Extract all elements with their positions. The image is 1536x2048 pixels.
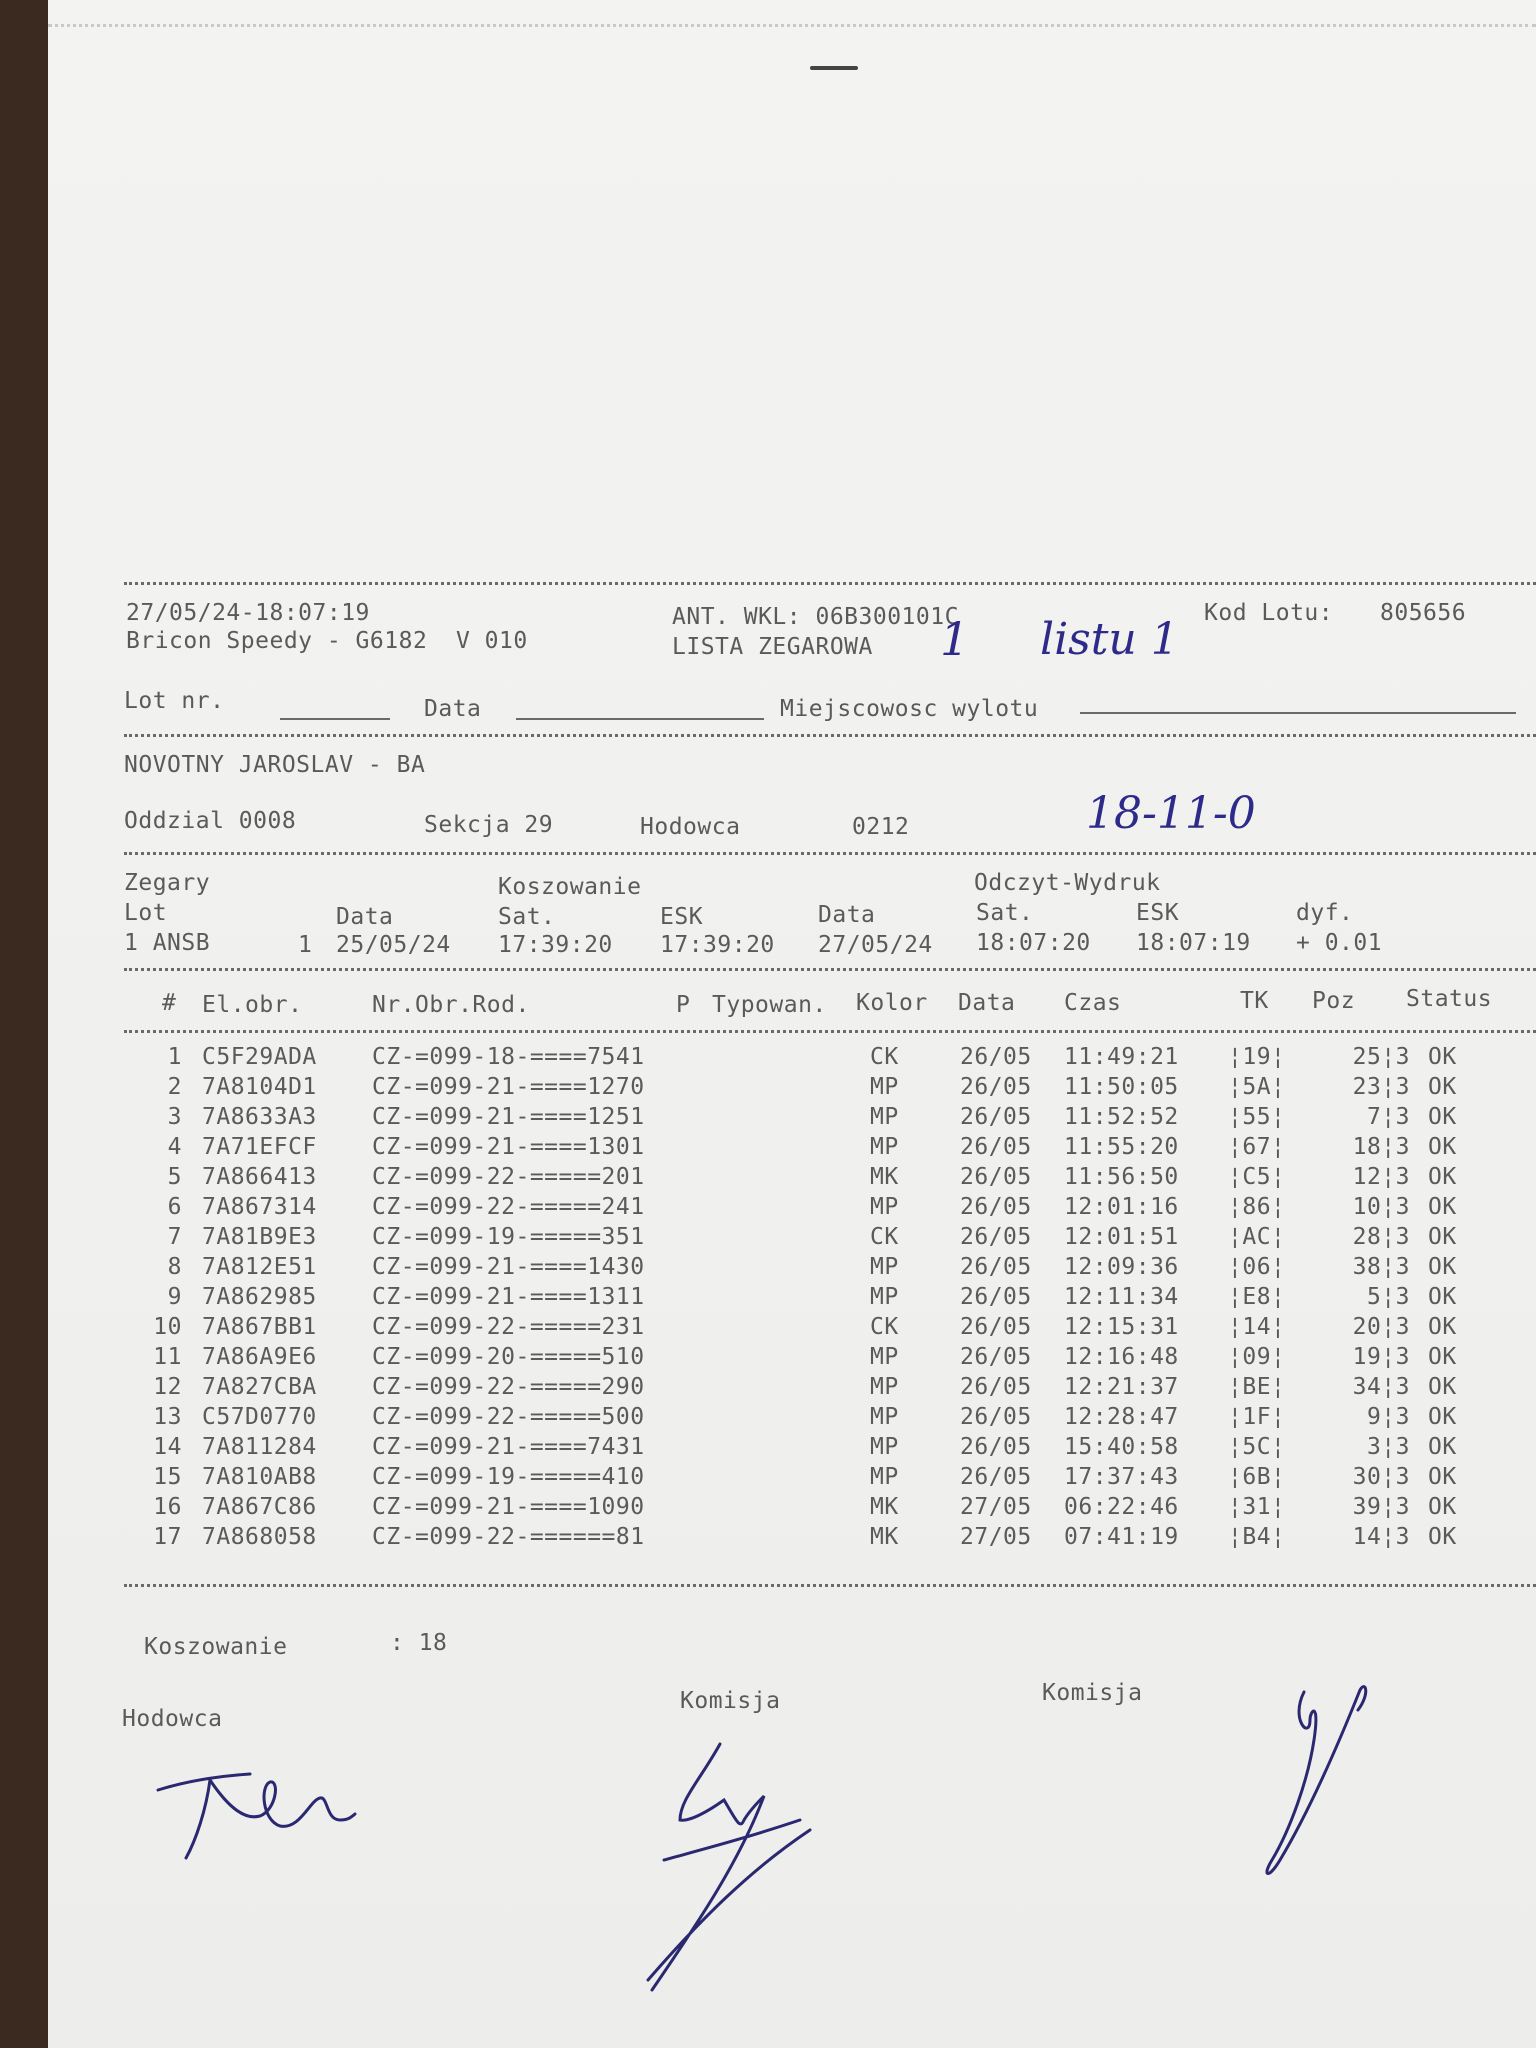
row-tk: ¦19¦ <box>1228 1044 1286 1070</box>
row-tk: ¦6B¦ <box>1228 1464 1286 1490</box>
row-number: 17 <box>153 1524 182 1550</box>
row-time: 12:01:51 <box>1064 1224 1179 1250</box>
row-tk: ¦1F¦ <box>1228 1404 1286 1430</box>
row-color: MP <box>870 1464 899 1490</box>
row-tk: ¦C5¦ <box>1228 1164 1286 1190</box>
col-p-header: P <box>676 992 691 1018</box>
table-row <box>0 1434 1536 1462</box>
row-color: MP <box>870 1194 899 1220</box>
row-time: 12:01:16 <box>1064 1194 1179 1220</box>
row-color: MP <box>870 1134 899 1160</box>
row-date: 26/05 <box>960 1344 1032 1370</box>
row-status: OK <box>1428 1344 1457 1370</box>
row-tk: ¦09¦ <box>1228 1344 1286 1370</box>
clock-lot: 1 <box>298 932 313 958</box>
row-date: 26/05 <box>960 1284 1032 1310</box>
row-time: 11:52:52 <box>1064 1104 1179 1130</box>
sekcja-label: Sekcja 29 <box>424 812 554 838</box>
row-ring-number: CZ-=099-22-======81 <box>372 1524 645 1550</box>
row-time: 11:49:21 <box>1064 1044 1179 1070</box>
kod-lotu-label: Kod Lotu: <box>1204 600 1334 626</box>
koszowanie-total-value: : 18 <box>390 1630 448 1656</box>
row-color: CK <box>870 1314 899 1340</box>
col-el-header: El.obr. <box>202 992 303 1018</box>
row-tk: ¦E8¦ <box>1228 1284 1286 1310</box>
hodowca-number: 0212 <box>852 814 910 840</box>
oddzial-label: Oddzial 0008 <box>124 808 297 834</box>
row-tk: ¦5C¦ <box>1228 1434 1286 1460</box>
row-number: 13 <box>153 1404 182 1430</box>
clock-dyf: + 0.01 <box>1296 930 1383 956</box>
breeder-name: NOVOTNY JAROSLAV - BA <box>124 752 426 778</box>
departure-place-label: Miejscowosc wylotu <box>780 696 1039 722</box>
row-position: 20¦3 <box>1352 1314 1410 1340</box>
row-date: 26/05 <box>960 1164 1032 1190</box>
clock-id: 1 ANSB <box>124 930 211 956</box>
date-label: Data <box>424 696 482 722</box>
row-position: 14¦3 <box>1352 1524 1410 1550</box>
esk-header: ESK <box>660 904 704 930</box>
row-number: 16 <box>153 1494 182 1520</box>
row-status: OK <box>1428 1224 1457 1250</box>
table-row <box>0 1464 1536 1492</box>
row-number: 7 <box>167 1224 182 1250</box>
row-ring-chip: 7A862985 <box>202 1284 317 1310</box>
row-number: 4 <box>167 1134 182 1160</box>
table-row <box>0 1374 1536 1402</box>
clock-esk2: 18:07:19 <box>1136 930 1251 956</box>
col-poz-header: Poz <box>1312 988 1356 1014</box>
table-row <box>0 1194 1536 1222</box>
lot-number-field <box>280 718 390 720</box>
row-tk: ¦AC¦ <box>1228 1224 1286 1250</box>
col-czas-header: Czas <box>1064 990 1122 1016</box>
koszowanie-label: Koszowanie <box>498 874 642 900</box>
row-ring-number: CZ-=099-21-====1090 <box>372 1494 645 1520</box>
row-ring-number: CZ-=099-22-=====201 <box>372 1164 645 1190</box>
row-time: 06:22:46 <box>1064 1494 1179 1520</box>
komisja-signature-2 <box>1250 1680 1390 1890</box>
row-ring-chip: 7A86A9E6 <box>202 1344 317 1370</box>
row-ring-chip: 7A867C86 <box>202 1494 317 1520</box>
odczyt-wydruk-label: Odczyt-Wydruk <box>974 870 1161 896</box>
row-ring-number: CZ-=099-21-====1430 <box>372 1254 645 1280</box>
row-ring-number: CZ-=099-20-=====510 <box>372 1344 645 1370</box>
row-position: 38¦3 <box>1352 1254 1410 1280</box>
table-row <box>0 1254 1536 1282</box>
clock-esk: 17:39:20 <box>660 932 775 958</box>
row-ring-chip: 7A812E51 <box>202 1254 317 1280</box>
col-tk-header: TK <box>1240 988 1269 1014</box>
col-typ-header: Typowan. <box>712 992 827 1018</box>
row-number: 3 <box>167 1104 182 1130</box>
handwritten-sheets-note: listu 1 <box>1040 614 1179 665</box>
divider <box>124 1030 1536 1033</box>
row-time: 11:50:05 <box>1064 1074 1179 1100</box>
row-ring-chip: 7A810AB8 <box>202 1464 317 1490</box>
row-number: 2 <box>167 1074 182 1100</box>
row-position: 25¦3 <box>1352 1044 1410 1070</box>
row-number: 10 <box>153 1314 182 1340</box>
row-ring-chip: 7A866413 <box>202 1164 317 1190</box>
row-ring-chip: 7A867BB1 <box>202 1314 317 1340</box>
row-ring-number: CZ-=099-21-====1301 <box>372 1134 645 1160</box>
list-title: LISTA ZEGAROWA <box>672 634 873 660</box>
row-status: OK <box>1428 1314 1457 1340</box>
row-ring-chip: 7A8633A3 <box>202 1104 317 1130</box>
row-tk: ¦5A¦ <box>1228 1074 1286 1100</box>
device-info: Bricon Speedy - G6182 V 010 <box>126 628 528 654</box>
row-color: MP <box>870 1254 899 1280</box>
lot-header: Lot <box>124 900 168 926</box>
row-number: 5 <box>167 1164 182 1190</box>
row-color: CK <box>870 1044 899 1070</box>
row-time: 12:28:47 <box>1064 1404 1179 1430</box>
table-row <box>0 1284 1536 1312</box>
hodowca-signature <box>150 1740 350 1860</box>
row-position: 34¦3 <box>1352 1374 1410 1400</box>
table-row <box>0 1344 1536 1372</box>
row-time: 12:15:31 <box>1064 1314 1179 1340</box>
row-date: 26/05 <box>960 1224 1032 1250</box>
row-time: 12:21:37 <box>1064 1374 1179 1400</box>
col-kolor-header: Kolor <box>856 990 928 1016</box>
antenna-code: ANT. WKL: 06B300101C <box>672 604 959 630</box>
perforated-edge <box>48 0 1536 27</box>
row-ring-number: CZ-=099-19-=====351 <box>372 1224 645 1250</box>
row-ring-chip: 7A81B9E3 <box>202 1224 317 1250</box>
row-status: OK <box>1428 1164 1457 1190</box>
divider <box>124 734 1536 737</box>
komisja-signature-1 <box>640 1740 820 2000</box>
staple-mark <box>810 66 858 70</box>
row-number: 9 <box>167 1284 182 1310</box>
row-status: OK <box>1428 1074 1457 1100</box>
row-date: 26/05 <box>960 1194 1032 1220</box>
row-color: MP <box>870 1434 899 1460</box>
row-status: OK <box>1428 1194 1457 1220</box>
komisja-signature-label-1: Komisja <box>680 1688 781 1714</box>
row-color: CK <box>870 1224 899 1250</box>
sat-header: Sat. <box>498 904 556 930</box>
row-ring-number: CZ-=099-21-====1270 <box>372 1074 645 1100</box>
row-date: 26/05 <box>960 1314 1032 1340</box>
row-position: 28¦3 <box>1352 1224 1410 1250</box>
row-color: MP <box>870 1104 899 1130</box>
row-position: 30¦3 <box>1352 1464 1410 1490</box>
row-ring-chip: C5F29ADA <box>202 1044 317 1070</box>
row-number: 11 <box>153 1344 182 1370</box>
table-row <box>0 1044 1536 1072</box>
row-color: MK <box>870 1164 899 1190</box>
row-tk: ¦31¦ <box>1228 1494 1286 1520</box>
row-status: OK <box>1428 1374 1457 1400</box>
row-date: 26/05 <box>960 1074 1032 1100</box>
komisja-signature-label-2: Komisja <box>1042 1680 1143 1706</box>
row-date: 26/05 <box>960 1134 1032 1160</box>
data-header: Data <box>336 904 394 930</box>
table-row <box>0 1074 1536 1102</box>
row-ring-chip: 7A868058 <box>202 1524 317 1550</box>
lot-number-label: Lot nr. <box>124 688 225 714</box>
row-date: 26/05 <box>960 1434 1032 1460</box>
row-number: 6 <box>167 1194 182 1220</box>
row-time: 17:37:43 <box>1064 1464 1179 1490</box>
row-status: OK <box>1428 1044 1457 1070</box>
row-date: 26/05 <box>960 1404 1032 1430</box>
row-time: 12:16:48 <box>1064 1344 1179 1370</box>
row-ring-number: CZ-=099-22-=====290 <box>372 1374 645 1400</box>
col-status-header: Status <box>1406 986 1493 1012</box>
row-status: OK <box>1428 1104 1457 1130</box>
table-row <box>0 1134 1536 1162</box>
table-row <box>0 1164 1536 1192</box>
row-ring-number: CZ-=099-21-====1251 <box>372 1104 645 1130</box>
row-status: OK <box>1428 1524 1457 1550</box>
hodowca-label: Hodowca <box>640 814 741 840</box>
table-row <box>0 1104 1536 1132</box>
row-status: OK <box>1428 1494 1457 1520</box>
clock-date2: 27/05/24 <box>818 932 933 958</box>
koszowanie-total-label: Koszowanie <box>144 1634 288 1660</box>
row-ring-chip: 7A811284 <box>202 1434 317 1460</box>
sat2-header: Sat. <box>976 900 1034 926</box>
row-position: 10¦3 <box>1352 1194 1410 1220</box>
row-position: 12¦3 <box>1352 1164 1410 1190</box>
divider <box>124 852 1536 855</box>
row-time: 12:09:36 <box>1064 1254 1179 1280</box>
divider <box>124 582 1536 585</box>
row-ring-chip: 7A827CBA <box>202 1374 317 1400</box>
row-date: 26/05 <box>960 1374 1032 1400</box>
divider <box>124 968 1536 971</box>
row-tk: ¦BE¦ <box>1228 1374 1286 1400</box>
row-date: 26/05 <box>960 1254 1032 1280</box>
row-time: 15:40:58 <box>1064 1434 1179 1460</box>
handwritten-page-number: 1 <box>940 612 970 666</box>
row-number: 8 <box>167 1254 182 1280</box>
divider <box>124 1584 1536 1587</box>
table-row <box>0 1494 1536 1522</box>
clock-date: 25/05/24 <box>336 932 451 958</box>
row-date: 27/05 <box>960 1524 1032 1550</box>
row-color: MP <box>870 1284 899 1310</box>
row-ring-number: CZ-=099-19-=====410 <box>372 1464 645 1490</box>
row-date: 26/05 <box>960 1464 1032 1490</box>
col-num-header: # <box>162 990 177 1016</box>
row-color: MP <box>870 1344 899 1370</box>
row-time: 07:41:19 <box>1064 1524 1179 1550</box>
row-tk: ¦55¦ <box>1228 1104 1286 1130</box>
table-row <box>0 1404 1536 1432</box>
departure-place-field <box>1080 712 1516 714</box>
hodowca-signature-label: Hodowca <box>122 1706 223 1732</box>
row-position: 19¦3 <box>1352 1344 1410 1370</box>
row-status: OK <box>1428 1464 1457 1490</box>
row-number: 1 <box>167 1044 182 1070</box>
row-position: 3¦3 <box>1366 1434 1410 1460</box>
row-position: 18¦3 <box>1352 1134 1410 1160</box>
clock-sat2: 18:07:20 <box>976 930 1091 956</box>
row-position: 7¦3 <box>1366 1104 1410 1130</box>
row-status: OK <box>1428 1404 1457 1430</box>
dyf-header: dyf. <box>1296 900 1354 926</box>
row-ring-chip: C57D0770 <box>202 1404 317 1430</box>
row-ring-chip: 7A71EFCF <box>202 1134 317 1160</box>
handwritten-code-note: 18-11-0 <box>1086 788 1256 839</box>
row-status: OK <box>1428 1254 1457 1280</box>
row-position: 5¦3 <box>1366 1284 1410 1310</box>
row-ring-number: CZ-=099-21-====1311 <box>372 1284 645 1310</box>
data2-header: Data <box>818 902 876 928</box>
row-ring-number: CZ-=099-22-=====231 <box>372 1314 645 1340</box>
row-number: 15 <box>153 1464 182 1490</box>
row-tk: ¦14¦ <box>1228 1314 1286 1340</box>
row-ring-number: CZ-=099-21-====7431 <box>372 1434 645 1460</box>
zegary-label: Zegary <box>124 870 211 896</box>
row-date: 27/05 <box>960 1494 1032 1520</box>
table-row <box>0 1524 1536 1552</box>
row-time: 11:55:20 <box>1064 1134 1179 1160</box>
row-ring-number: CZ-=099-18-====7541 <box>372 1044 645 1070</box>
row-ring-number: CZ-=099-22-=====500 <box>372 1404 645 1430</box>
row-tk: ¦86¦ <box>1228 1194 1286 1220</box>
print-datetime: 27/05/24-18:07:19 <box>126 600 370 626</box>
row-number: 14 <box>153 1434 182 1460</box>
row-color: MP <box>870 1074 899 1100</box>
row-ring-chip: 7A867314 <box>202 1194 317 1220</box>
row-color: MK <box>870 1524 899 1550</box>
row-status: OK <box>1428 1284 1457 1310</box>
kod-lotu-value: 805656 <box>1380 600 1467 626</box>
row-color: MK <box>870 1494 899 1520</box>
row-status: OK <box>1428 1434 1457 1460</box>
row-position: 9¦3 <box>1366 1404 1410 1430</box>
row-tk: ¦B4¦ <box>1228 1524 1286 1550</box>
esk2-header: ESK <box>1136 900 1180 926</box>
clock-sat: 17:39:20 <box>498 932 613 958</box>
row-time: 11:56:50 <box>1064 1164 1179 1190</box>
row-status: OK <box>1428 1134 1457 1160</box>
col-data-header: Data <box>958 990 1016 1016</box>
row-time: 12:11:34 <box>1064 1284 1179 1310</box>
table-row <box>0 1224 1536 1252</box>
row-ring-number: CZ-=099-22-=====241 <box>372 1194 645 1220</box>
col-nr-header: Nr.Obr.Rod. <box>372 992 530 1018</box>
date-field <box>516 718 764 720</box>
row-position: 23¦3 <box>1352 1074 1410 1100</box>
row-tk: ¦06¦ <box>1228 1254 1286 1280</box>
row-color: MP <box>870 1374 899 1400</box>
row-color: MP <box>870 1404 899 1430</box>
row-date: 26/05 <box>960 1104 1032 1130</box>
row-tk: ¦67¦ <box>1228 1134 1286 1160</box>
table-row <box>0 1314 1536 1342</box>
row-position: 39¦3 <box>1352 1494 1410 1520</box>
row-date: 26/05 <box>960 1044 1032 1070</box>
row-number: 12 <box>153 1374 182 1400</box>
row-ring-chip: 7A8104D1 <box>202 1074 317 1100</box>
